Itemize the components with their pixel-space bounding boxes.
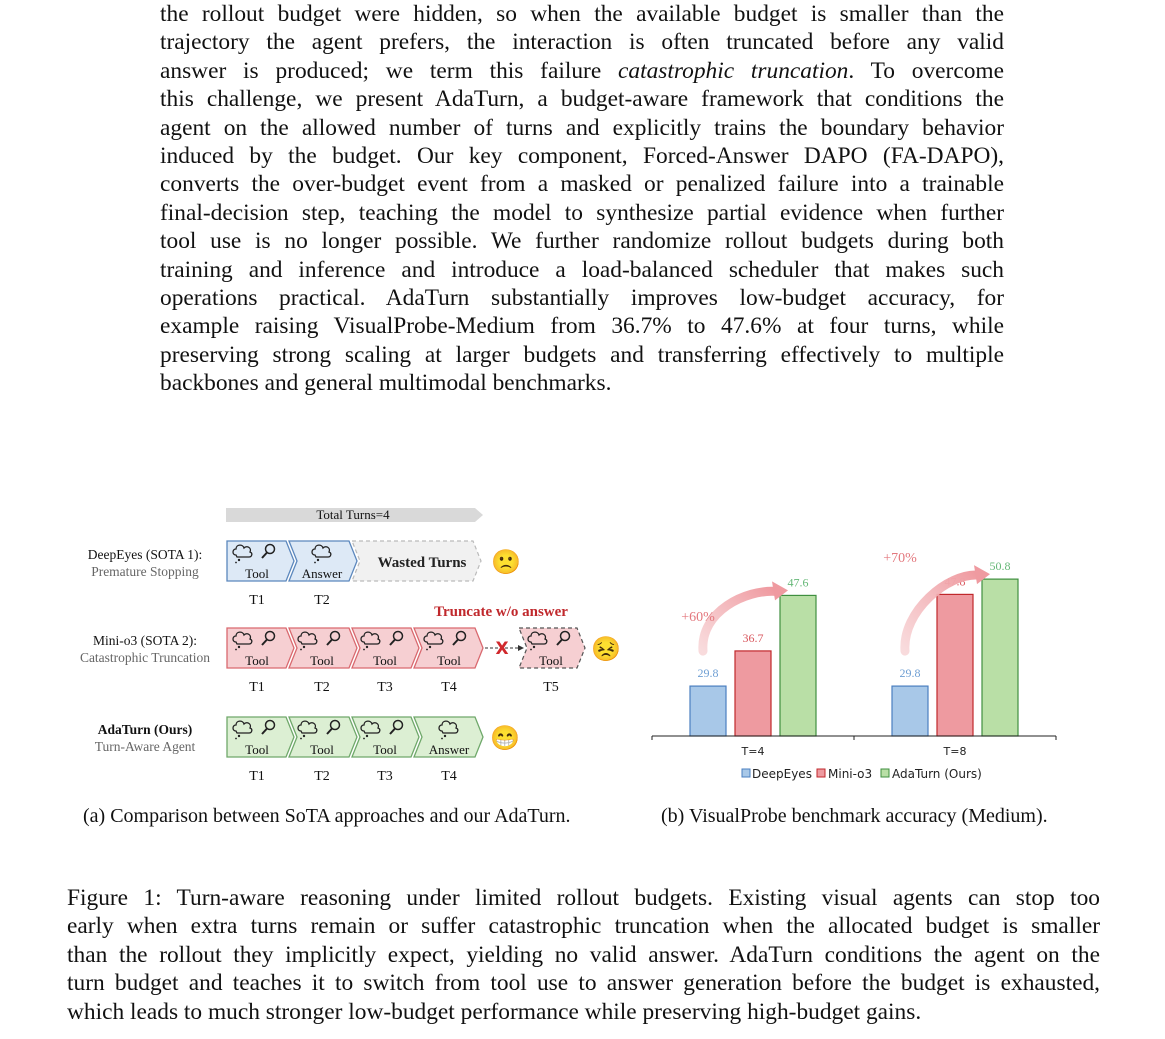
abstract-emphasis: catastrophic truncation: [618, 57, 849, 84]
turn-label: T2: [314, 680, 330, 695]
step-label: Answer: [301, 566, 343, 581]
abstract-line: trajectory the agent prefers, the interaction is often truncated before any valid: [160, 29, 1004, 56]
legend-label-mini-o3: Mini-o3: [828, 767, 873, 781]
growth-annotation: +60%: [681, 610, 715, 625]
turn-label: T3: [377, 680, 393, 695]
emoji-frustrated: 😣: [591, 637, 621, 663]
abstract-line: preserving strong scaling at larger budgets and transferring effectively to multiple: [160, 341, 1004, 368]
bar-adaturn-ours-t8: [982, 579, 1018, 736]
caption-line: turn budget and teaches it to switch from tool use to answer generation before the budget is exhausted,: [67, 970, 1100, 997]
step-label: Tool: [245, 653, 269, 668]
emoji-sad: 🙁: [491, 550, 521, 576]
legend-swatch-mini-o3: [817, 769, 825, 777]
turn-label: T5: [543, 680, 559, 695]
step-chevron-tool: [227, 628, 294, 668]
abstract-line-tail: . To overcome: [848, 57, 1004, 84]
bar-mini-o3-t4: [735, 651, 771, 736]
step-label: Tool: [437, 653, 461, 668]
bar-value-label: 29.8: [697, 666, 719, 681]
x-tick-label: T=8: [943, 745, 967, 758]
step-chevron-truncated: [519, 628, 585, 668]
step-chevron-answer: [289, 541, 357, 581]
bar-value-label: 50.8: [989, 559, 1011, 574]
legend-label-adaturn: AdaTurn (Ours): [892, 767, 982, 781]
abstract-line: this challenge, we present AdaTurn, a budget-aware framework that conditions the: [160, 86, 1004, 113]
abstract-line: example raising VisualProbe-Medium from 36.7% to 47.6% at four turns, while: [160, 313, 1004, 340]
figure-a-diagram: [60, 500, 640, 800]
bar-value-label: 29.8: [899, 666, 921, 681]
abstract-line: tool use is no longer possible. We further randomize rollout budgets during both: [160, 228, 1004, 255]
step-chevron-tool: [227, 717, 294, 757]
turn-label: T2: [314, 769, 330, 784]
row-desc-adaturn: Turn-Aware Agent: [94, 739, 196, 754]
step-chevron-tool: [352, 628, 419, 668]
figure-caption: [67, 884, 1100, 1026]
growth-annotation: +70%: [883, 551, 917, 566]
wasted-turns-block: [352, 541, 481, 581]
turn-label: T4: [441, 680, 457, 695]
caption-line: early when extra turns remain or suffer catastrophic truncation when the allocated budget is smaller: [67, 913, 1100, 940]
abstract-line: operations practical. AdaTurn substantially improves low-budget accuracy, for: [160, 284, 1004, 311]
legend-swatch-adaturn: [881, 769, 889, 777]
turn-label: T2: [314, 593, 330, 608]
step-label: Tool: [539, 653, 563, 668]
abstract-line: [160, 57, 1004, 85]
abstract-line-text: answer is produced; we term this failure: [160, 57, 619, 84]
step-chevron-tool: [289, 628, 357, 668]
bar-adaturn-ours-t4: [780, 595, 816, 736]
step-label: Tool: [310, 742, 334, 757]
caption-line: than the rollout they implicitly expect, yielding no valid answer. AdaTurn conditions the agent on the: [67, 941, 1100, 968]
abstract-paragraph: [160, 0, 1004, 397]
bar-deepeyes-t8: [892, 686, 928, 736]
turn-label: T1: [249, 680, 265, 695]
legend-swatch-deepeyes: [742, 769, 750, 777]
bar-mini-o3-t8: [937, 594, 973, 736]
abstract-line: backbones and general multimodal benchmarks.: [160, 370, 612, 397]
x-tick-label: T=4: [741, 745, 765, 758]
caption-line: Figure 1: Turn-aware reasoning under limited rollout budgets. Existing visual agents can stop too: [67, 885, 1100, 911]
abstract-line: agent on the allowed number of turns and explicitly trains the boundary behavior: [160, 114, 1004, 141]
step-label: Tool: [245, 742, 269, 757]
bar-value-label: 47.6: [787, 575, 809, 590]
abstract-line: the rollout budget were hidden, so when the available budget is smaller than the: [160, 1, 1004, 27]
bar-value-label: 47.8: [944, 574, 966, 589]
figure-b-bar-chart: [645, 535, 1070, 790]
step-chevron-tool: [289, 717, 357, 757]
turn-label: T1: [249, 769, 265, 784]
abstract-line: induced by the budget. Our key component, Forced-Answer DAPO (FA-DAPO),: [160, 142, 1004, 169]
step-chevron-tool: [414, 628, 483, 668]
abstract-line: training and inference and introduce a load-balanced scheduler that makes such: [160, 256, 1004, 283]
step-chevron-tool: [352, 717, 419, 757]
truncate-label: Truncate w/o answer: [434, 604, 568, 620]
bar-value-label: 36.7: [742, 630, 764, 645]
caption-line: which leads to much stronger low-budget performance while preserving high-budget gains.: [67, 998, 922, 1025]
bar-deepeyes-t4: [690, 686, 726, 736]
wasted-turns-label: Wasted Turns: [377, 555, 467, 571]
cross-mark: X: [495, 639, 509, 659]
step-label: Tool: [373, 742, 397, 757]
step-chevron-tool: [227, 541, 294, 581]
step-label: Tool: [373, 653, 397, 668]
step-label: Answer: [428, 742, 470, 757]
step-label: Tool: [245, 566, 269, 581]
chart-legend: [742, 767, 982, 781]
row-name-deepeyes: DeepEyes (SOTA 1):: [87, 547, 203, 562]
step-chevron-answer: [414, 717, 483, 757]
emoji-happy: 😁: [490, 726, 520, 752]
abstract-line: converts the over-budget event from a masked or penalized failure into a trainable: [160, 171, 1004, 198]
legend-label-deepeyes: DeepEyes: [752, 767, 812, 781]
row-desc-deepeyes: Premature Stopping: [91, 564, 199, 579]
subcaption-b: (b) VisualProbe benchmark accuracy (Medium).: [661, 805, 1048, 827]
turn-label: T1: [249, 593, 265, 608]
turn-label: T3: [377, 769, 393, 784]
row-desc-mini-o3: Catastrophic Truncation: [79, 650, 211, 665]
turn-label: T4: [441, 769, 457, 784]
step-label: Tool: [310, 653, 334, 668]
abstract-line: final-decision step, teaching the model to synthesize partial evidence when further: [160, 199, 1004, 226]
row-name-mini-o3: Mini-o3 (SOTA 2):: [93, 633, 197, 648]
subcaption-a: (a) Comparison between SoTA approaches and our AdaTurn.: [83, 805, 571, 827]
total-turns-label: Total Turns=4: [316, 507, 390, 522]
row-name-adaturn: AdaTurn (Ours): [97, 722, 193, 737]
